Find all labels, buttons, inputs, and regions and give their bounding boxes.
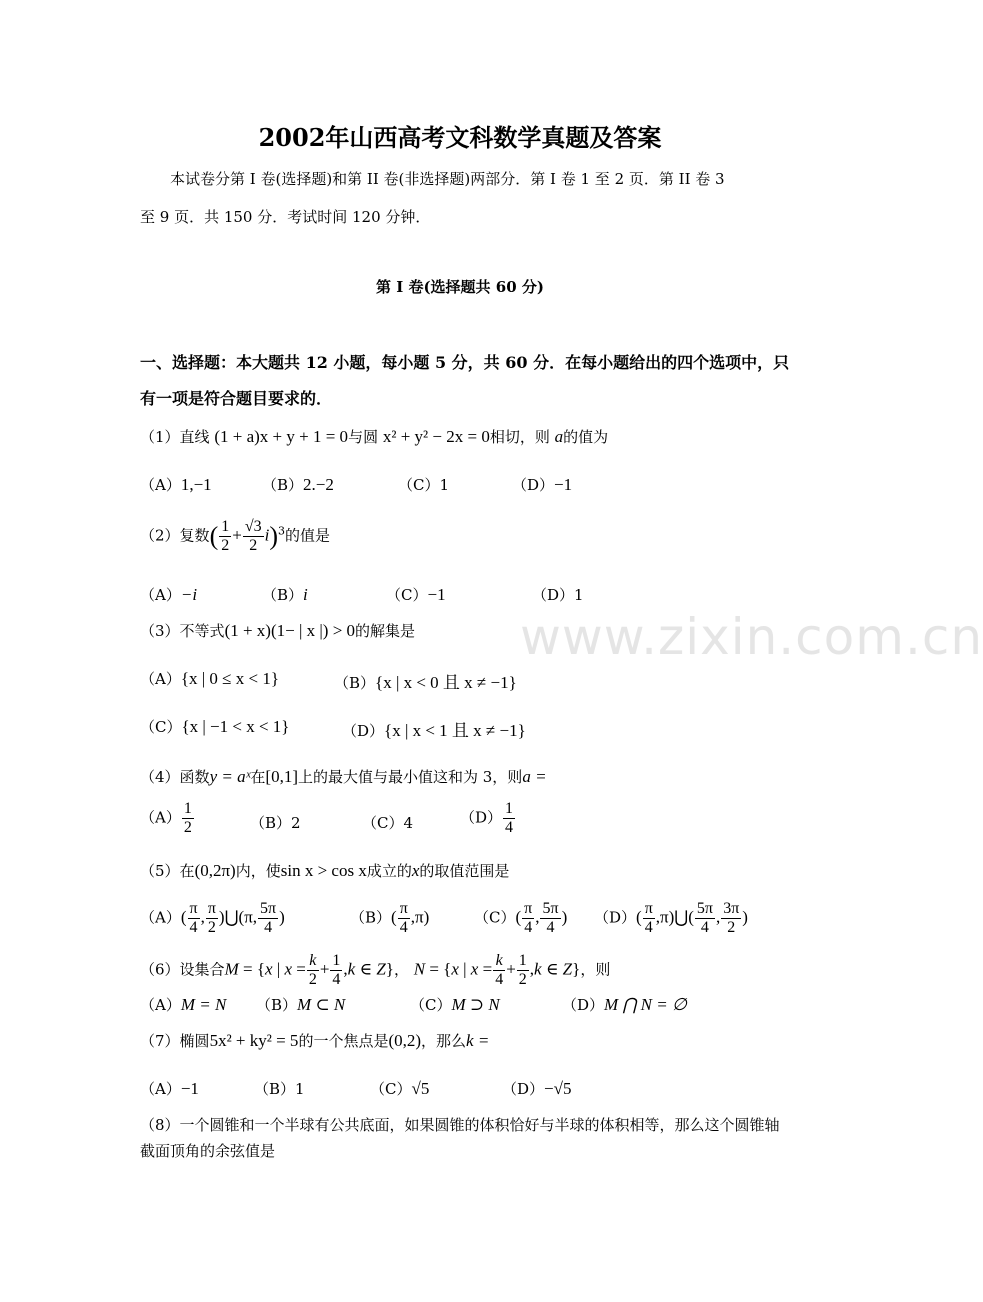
q4-option-b: （B）2 <box>250 814 301 832</box>
question-6: （6）设集合M = {x | x = $\frac{k}{2}$ + $\frac{1}{4}$ ,k ∈ Z}， N = {x | x = $\frac{k}{4}$ + $\frac{1}{2}$ ,k ∈ Z}，则 <box>140 952 611 988</box>
q6-option-d: （D）M ⋂ N = ∅ <box>562 995 687 1014</box>
q1-option-b: （B）2.−2 <box>262 475 334 494</box>
question-4: （4）函数y = aˣ在[0,1]上的最大值与最小值这和为 3，则a = <box>140 767 547 786</box>
q7-option-a: （A）−1 <box>140 1079 199 1098</box>
question-1: （1）直线 (1 + a)x + y + 1 = 0与圆 x² + y² − 2x = 0相切，则 a的值为 <box>140 427 609 446</box>
question-5: （5）在(0,2π)内，使sin x > cos x成立的x的取值范围是 <box>140 861 510 880</box>
q7-option-d: （D）−√5 <box>502 1079 572 1098</box>
watermark: www.zixin.com.cn <box>520 608 983 666</box>
q5-option-c: （C）( $\frac{\pi}{4}$ , $\frac{5\pi}{4}$ ) <box>474 900 568 936</box>
intro-line-1: 本试卷分第 I 卷(选择题)和第 II 卷(非选择题)两部分．第 I 卷 1 至 2 页．第 II 卷 3 <box>170 170 725 188</box>
q3-option-b: （B）{x | x < 0 且 x ≠ −1} <box>334 673 517 692</box>
q2-option-d: （D）1 <box>532 586 584 604</box>
q4-option-c: （C）4 <box>362 814 414 832</box>
q1-option-d: （D）−1 <box>512 475 573 494</box>
q5-option-a: （A）( $\frac{\pi}{4}$ , $\frac{\pi}{2}$ )⋃(π, $\frac{5\pi}{4}$ ) <box>140 900 285 936</box>
q7-option-b: （B）1 <box>254 1080 305 1098</box>
section-header-line-2: 有一项是符合题目要求的． <box>140 389 333 408</box>
q3-option-c: （C）{x | −1 < x < 1} <box>140 717 290 736</box>
q1-option-c: （C）1 <box>398 476 450 494</box>
page-title: 2002年山西高考文科数学真题及答案 <box>258 123 662 152</box>
q5-option-d: （D）( $\frac{\pi}{4}$ ,π)⋃( $\frac{5\pi}{4}$ , $\frac{3\pi}{2}$ ) <box>594 900 748 936</box>
q4-option-a: （A） $\frac{1}{2}$ <box>140 800 192 836</box>
q6-option-b: （B）M ⊂ N <box>256 995 346 1014</box>
q6-option-c: （C）M ⊃ N <box>410 995 500 1014</box>
intro-line-2: 至 9 页．共 150 分．考试时间 120 分钟． <box>140 208 431 226</box>
q2-option-c: （C）−1 <box>386 585 446 604</box>
question-2: （2）复数( $\frac{1}{2}$ + $\frac{√3}{2}$ i)$^3$的值是 <box>140 518 331 554</box>
question-7: （7）椭圆5x² + ky² = 5的一个焦点是(0,2)，那么k = <box>140 1031 490 1050</box>
q4-option-d: （D） $\frac{1}{4}$ <box>460 800 514 836</box>
q5-option-b: （B）( $\frac{\pi}{4}$ ,π) <box>350 900 430 936</box>
q1-option-a: （A）1,−1 <box>140 475 212 494</box>
question-8: （8）一个圆锥和一个半球有公共底面，如果圆锥的体积恰好与半球的体积相等，那么这个圆锥轴截面顶角的余弦值是 <box>140 1116 780 1160</box>
q3-option-d: （D）{x | x < 1 且 x ≠ −1} <box>342 721 526 740</box>
q2-option-b: （B）i <box>262 585 308 604</box>
question-3: （3）不等式(1 + x)(1− | x |) > 0的解集是 <box>140 621 416 640</box>
part-title: 第 I 卷(选择题共 60 分) <box>376 278 544 296</box>
q3-option-a: （A）{x | 0 ≤ x < 1} <box>140 669 279 688</box>
q7-option-c: （C）√5 <box>370 1079 430 1098</box>
section-header-line-1: 一、选择题：本大题共 12 小题，每小题 5 分，共 60 分．在每小题给出的四个选项中，只 <box>140 353 790 372</box>
q2-option-a: （A）−i <box>140 585 198 604</box>
q6-option-a: （A）M = N <box>140 995 227 1014</box>
